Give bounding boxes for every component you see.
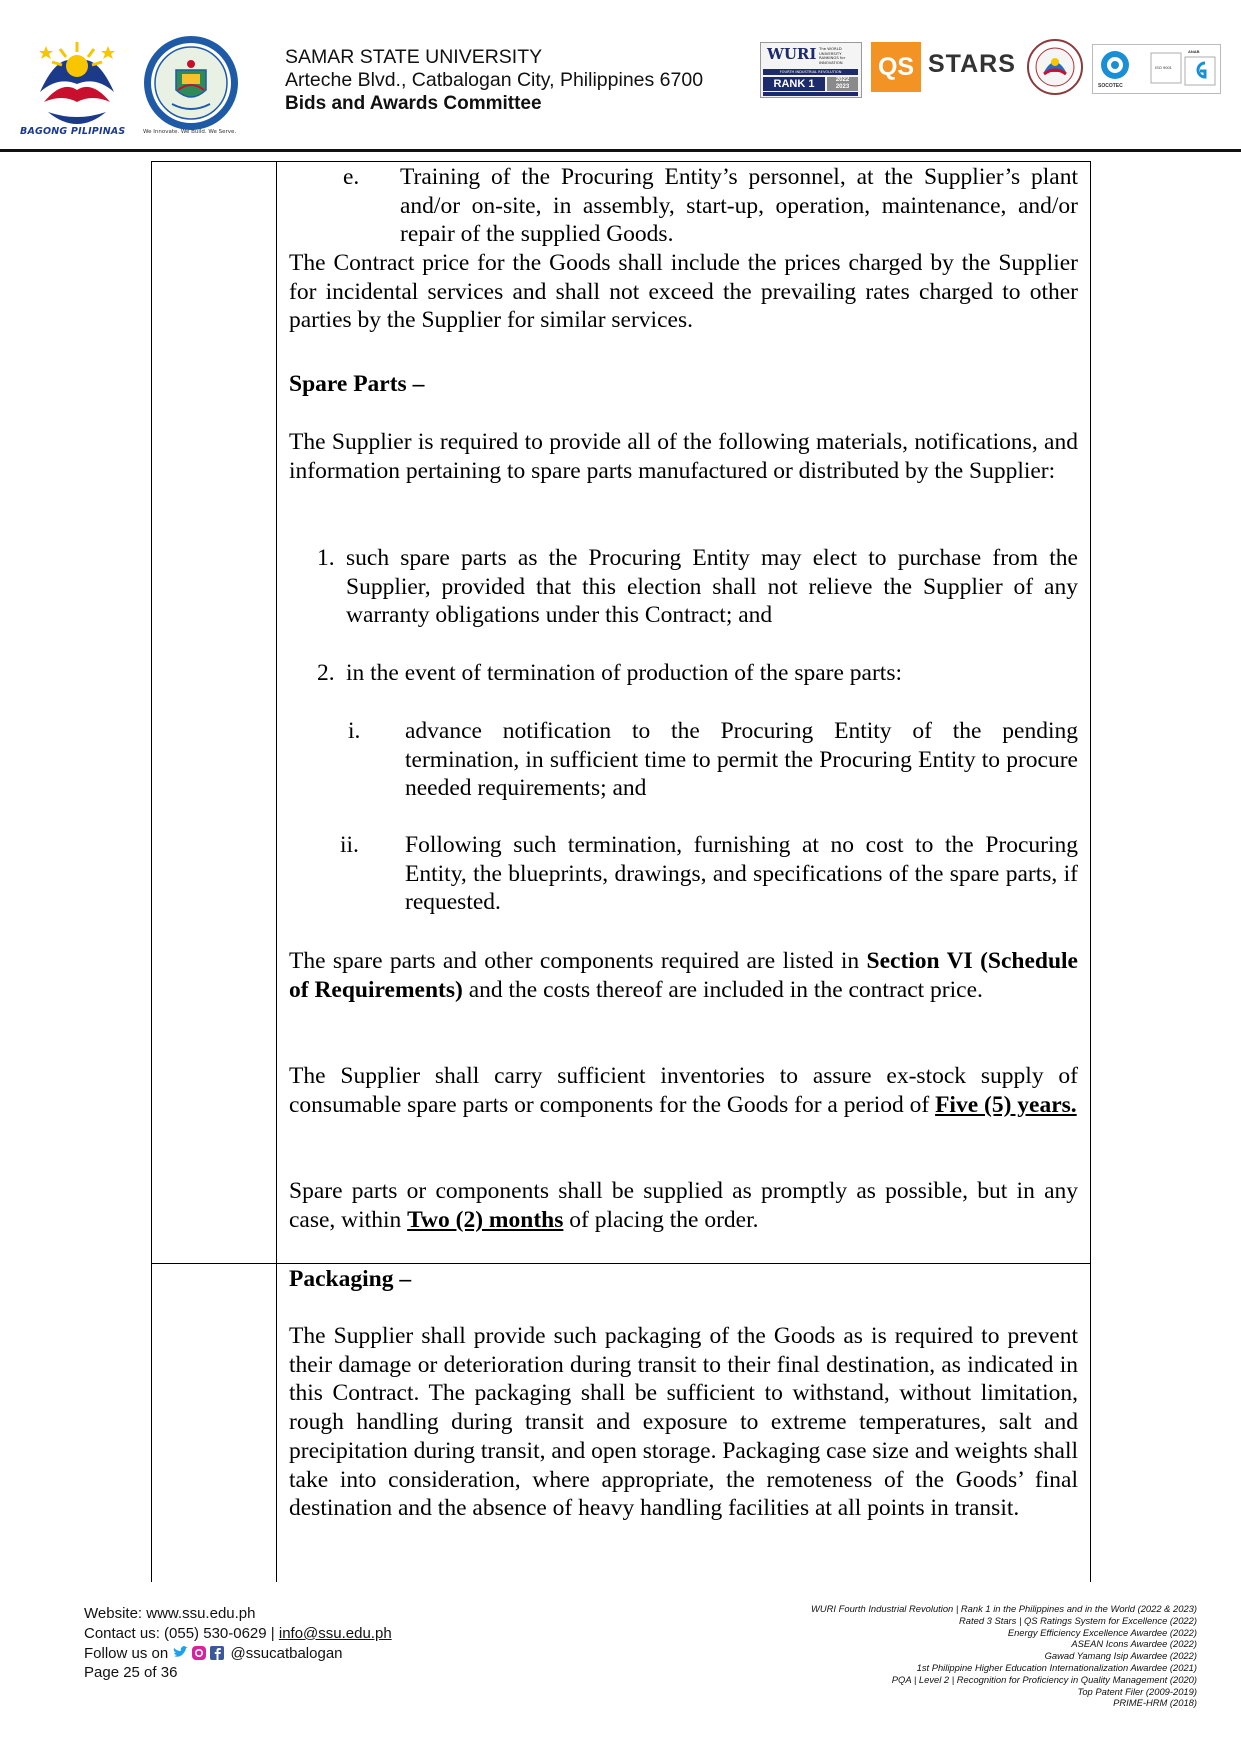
table-column-divider xyxy=(276,161,277,1582)
award-line: PRIME-HRM (2018) xyxy=(1113,1697,1197,1709)
table-right-border xyxy=(1090,161,1091,1582)
award-line: Energy Efficiency Excellence Awardee (2022) xyxy=(1007,1626,1197,1638)
inventory-period: Five (5) years. xyxy=(935,1091,1077,1118)
contract-price-paragraph xyxy=(289,249,1078,335)
table-left-border xyxy=(151,161,152,1582)
page-header xyxy=(0,0,1241,152)
text-run: The Supplier shall carry sufficient inventories to assure ex-stock supply of consumable spare parts or components for the Goods for a period of xyxy=(289,1063,1078,1118)
contact-text: Contact us: (055) 530-0629 | xyxy=(84,1624,279,1642)
list-text: in the event of termination of production of the spare parts: xyxy=(346,660,903,686)
award-line: WURI Fourth Industrial Revolution | Rank 1 in the Philippines and in the World (2022 & 2023) xyxy=(811,1603,1197,1614)
twitter-icon[interactable] xyxy=(174,1646,188,1657)
spare-parts-listed-paragraph xyxy=(289,947,1078,1004)
wuri-year-2: 2023 xyxy=(835,84,850,90)
header-divider xyxy=(0,149,1241,152)
list-item-2 xyxy=(289,659,1078,689)
text-run: of placing the order. xyxy=(563,1206,759,1233)
footer-website: Website: www.ssu.edu.ph xyxy=(84,1605,256,1622)
socotec-certification-badge xyxy=(1092,44,1221,94)
bagong-pilipinas-caption: BAGONG PILIPINAS xyxy=(20,126,126,137)
section-reference: Section VI (Schedule of Requirements) xyxy=(289,948,1078,1003)
anab-label: ANAB xyxy=(1188,49,1200,54)
qs-stars-label: STARS xyxy=(928,50,1016,78)
list-marker: i. xyxy=(348,718,361,744)
list-item-1 xyxy=(289,544,1078,634)
university-name: SAMAR STATE UNIVERSITY xyxy=(285,46,543,68)
wuri-footer-band xyxy=(763,92,858,96)
footer-follow-line xyxy=(84,1644,392,1664)
excellence-seal-icon xyxy=(1026,38,1084,96)
wuri-year-1: 2022 xyxy=(835,77,850,83)
text-run: The spare parts and other components required are listed in xyxy=(289,948,867,974)
award-line: Gawad Yamang Isip Awardee (2022) xyxy=(1044,1650,1197,1662)
follow-text: Follow us on xyxy=(84,1644,173,1662)
list-text: Following such termination, furnishing at no cost to the Procuring Entity, the blueprints, drawings, and specifications of the spare parts, if requested. xyxy=(405,832,1078,916)
spare-parts-intro xyxy=(289,428,1078,485)
letterhead-text xyxy=(285,46,703,115)
text-run: Spare parts or components shall be supplied as promptly as possible, but in any case, within xyxy=(289,1178,1078,1233)
page-number: Page 25 of 36 xyxy=(84,1664,178,1682)
inventory-paragraph xyxy=(289,1062,1078,1119)
table-row-divider xyxy=(151,1263,1091,1264)
sub-list-item-ii xyxy=(289,831,1078,921)
university-address: Arteche Blvd., Catbalogan City, Philippines 6700 xyxy=(285,69,704,91)
paragraph-text: The Contract price for the Goods shall include the prices charged by the Supplier for incidental services and shall not exceed the prevailing rates charged to other parties by the Supplier for similar services. xyxy=(289,250,1078,334)
footer-awards xyxy=(717,1603,1197,1709)
list-marker: ii. xyxy=(340,832,359,858)
social-media-icons[interactable] xyxy=(172,1645,226,1661)
spare-parts-heading: Spare Parts – xyxy=(289,371,425,397)
wuri-title: WURI xyxy=(767,45,817,63)
paragraph-text xyxy=(289,1177,1078,1234)
sub-list-item-i xyxy=(289,717,1078,807)
wuri-rank: RANK 1 xyxy=(763,77,825,91)
supply-time-paragraph xyxy=(289,1177,1078,1234)
text-run: and the costs thereof are included in the contract price. xyxy=(462,976,983,1003)
email-link[interactable]: info@ssu.edu.ph xyxy=(278,1624,392,1642)
iso-label: ISO 9001 xyxy=(1155,65,1172,70)
award-line: Rated 3 Stars | QS Ratings System for Excellence (2022) xyxy=(959,1614,1197,1626)
wuri-years xyxy=(827,77,858,91)
list-marker: 2. xyxy=(317,660,335,686)
list-text: advance notification to the Procuring Entity of the pending termination, in sufficient time to permit the Procuring Entity to procure needed requirements; and xyxy=(405,718,1078,802)
bagong-pilipinas-logo xyxy=(18,32,136,140)
footer-contact-line xyxy=(84,1624,392,1644)
award-line: Top Patent Filer (2009-2019) xyxy=(1077,1685,1197,1697)
list-item-e xyxy=(289,163,1078,253)
social-handle[interactable]: @ssucatbalogan xyxy=(230,1644,343,1662)
packaging-paragraph xyxy=(289,1322,1078,1523)
supply-period: Two (2) months xyxy=(407,1206,564,1233)
socotec-label: SOCOTEC xyxy=(1098,83,1123,89)
committee-name: Bids and Awards Committee xyxy=(285,93,542,114)
instagram-icon[interactable] xyxy=(192,1646,206,1660)
wuri-rank-badge xyxy=(760,42,862,98)
qs-logo: QS xyxy=(871,42,921,92)
wuri-band: FOURTH INDUSTRIAL REVOLUTION xyxy=(763,69,858,75)
footer-contact xyxy=(84,1604,392,1683)
award-line: 1st Philippine Higher Education Internationalization Awardee (2021) xyxy=(916,1661,1197,1673)
packaging-heading: Packaging – xyxy=(289,1266,412,1292)
paragraph-text: The Supplier shall provide such packaging of the Goods as is required to prevent their damage or deterioration during transit to their final destination, as indicated in this Contract. The packaging shall be sufficient to withstand, without limitation, rough handling during transit and exposure to extreme temperatures, salt and precipitation during transit, and open storage. Packaging case size and weights shall take into consideration, where appropriate, the remoteness of the Goods’ final destination and the absence of heavy handling facilities at all points in transit. xyxy=(289,1323,1078,1522)
wuri-small-text: The WORLD UNIVERSITY RANKINGS for INNOVATION xyxy=(819,46,846,65)
paragraph-text xyxy=(289,947,1078,1004)
award-line: PQA | Level 2 | Recognition for Proficiency in Quality Management (2020) xyxy=(891,1673,1197,1685)
list-marker: e. xyxy=(343,164,360,190)
list-text: Training of the Procuring Entity’s personnel, at the Supplier’s plant and/or on-site, in assembly, start-up, operation, maintenance, and/or repair of the supplied Goods. xyxy=(400,164,1078,248)
award-line: ASEAN Icons Awardee (2022) xyxy=(1071,1638,1197,1650)
ssu-seal-logo xyxy=(142,34,240,132)
university-tagline: We Innovate. We Build. We Serve. xyxy=(143,129,237,135)
list-marker: 1. xyxy=(317,545,335,571)
paragraph-text xyxy=(289,1062,1078,1119)
list-text: such spare parts as the Procuring Entity may elect to purchase from the Supplier, provided that this election shall not relieve the Supplier of any warranty obligations under this Contract; and xyxy=(346,545,1078,629)
paragraph-text: The Supplier is required to provide all of the following materials, notifications, and information pertaining to spare parts manufactured or distributed by the Supplier: xyxy=(289,429,1078,484)
table-top-border xyxy=(151,161,1091,162)
